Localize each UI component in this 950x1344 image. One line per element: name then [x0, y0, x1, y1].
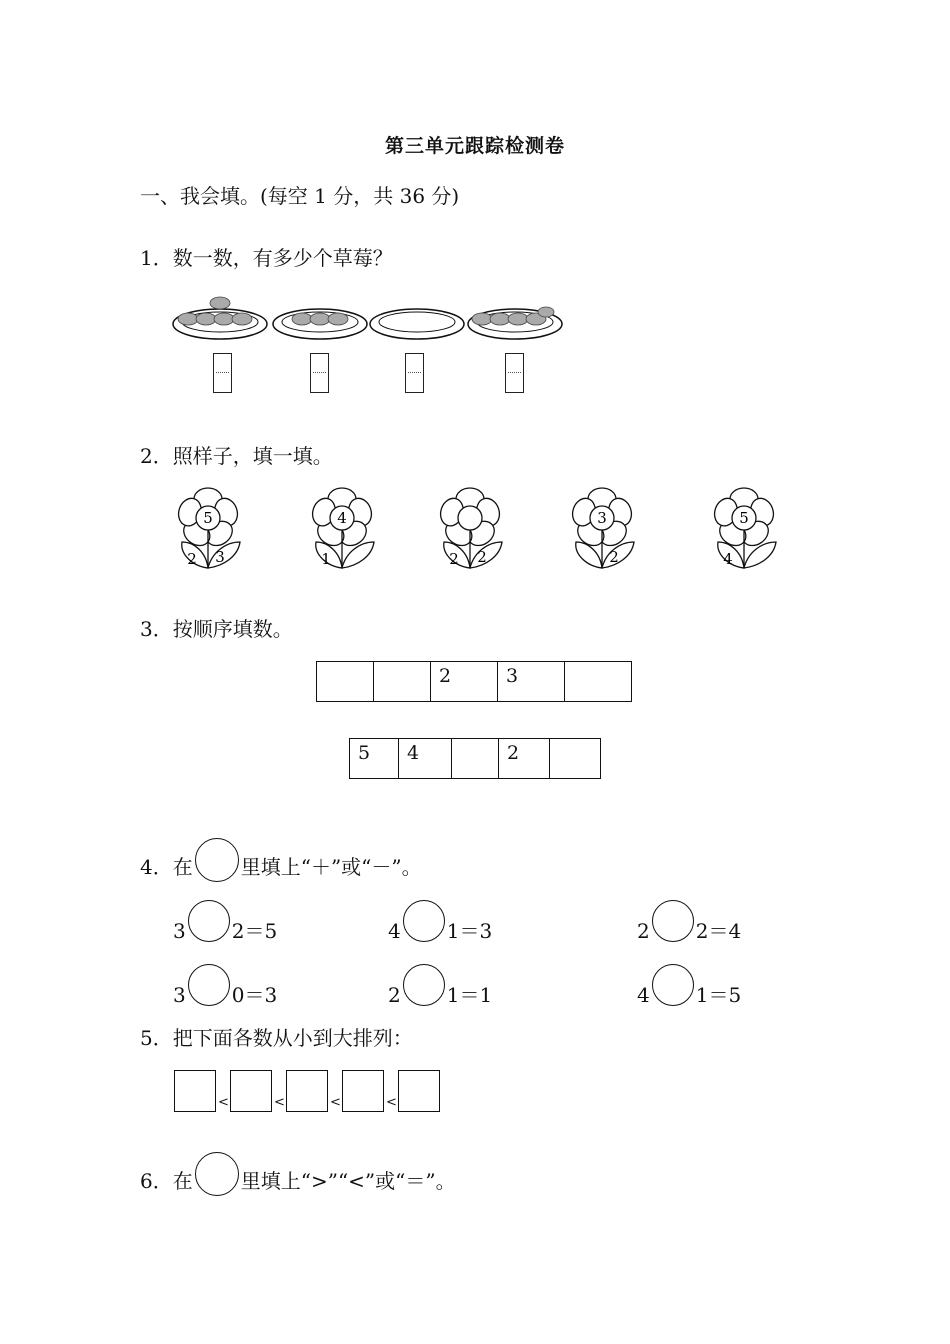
strawberry-icon — [292, 313, 348, 325]
flower-center-number: 5 — [203, 509, 213, 527]
sequence-cell[interactable] — [317, 662, 374, 702]
equation-right: 2＝5 — [231, 919, 278, 943]
sequence-cell[interactable] — [452, 739, 499, 779]
sequence-cell[interactable] — [565, 662, 632, 702]
equation-right: 1＝1 — [446, 983, 493, 1007]
question-6-suffix: 里填上“>”“<”或“＝”。 — [240, 1169, 456, 1193]
flower-figure — [566, 484, 646, 574]
equation-4 — [173, 964, 277, 1008]
equation-left: 2 — [637, 919, 650, 943]
flower-center-number: 4 — [337, 509, 347, 527]
order-box-1[interactable] — [174, 1070, 216, 1112]
flower-figure — [708, 484, 788, 574]
sequence-cell: 4 — [399, 739, 452, 779]
flower-right-leaf-number: 2 — [609, 548, 619, 566]
question-3-text: 3．按顺序填数。 — [140, 617, 293, 641]
equation-6 — [637, 964, 741, 1008]
flower-figure — [306, 484, 386, 574]
order-box-2[interactable] — [230, 1070, 272, 1112]
equation-right: 1＝5 — [695, 983, 742, 1007]
equation-5 — [388, 964, 492, 1008]
equation-2 — [388, 900, 492, 944]
operator-circle[interactable] — [188, 900, 230, 942]
equation-left: 3 — [173, 919, 186, 943]
equation-3 — [637, 900, 741, 944]
operator-circle[interactable] — [403, 900, 445, 942]
less-than-symbol: < — [274, 1095, 285, 1110]
question-4-prefix: 4．在 — [140, 855, 193, 879]
flower-left-leaf-number: 2 — [187, 550, 197, 568]
flower-figure — [434, 484, 514, 574]
plate-4 — [468, 307, 562, 339]
equation-right: 1＝3 — [446, 919, 493, 943]
sequence-cell[interactable] — [374, 662, 431, 702]
question-6-prefix: 6．在 — [140, 1169, 193, 1193]
flower-right-leaf-number: 3 — [215, 548, 225, 566]
order-box-5[interactable] — [398, 1070, 440, 1112]
question-1-text: 1．数一数，有多少个草莓？ — [140, 246, 393, 270]
section-heading: 一、我会填。(每空 1 分，共 36 分) — [140, 184, 460, 208]
answer-box-4[interactable] — [505, 353, 524, 393]
sequence-cell: 2 — [499, 739, 550, 779]
equation-left: 3 — [173, 983, 186, 1007]
question-5-text: 5．把下面各数从小到大排列： — [140, 1026, 413, 1050]
less-than-symbol: < — [218, 1095, 229, 1110]
answer-box-1[interactable] — [213, 353, 232, 393]
question-2-text: 2．照样子，填一填。 — [140, 444, 333, 468]
flower-center-number: 3 — [597, 509, 607, 527]
sequence-table-1 — [316, 661, 632, 702]
operator-circle[interactable] — [403, 964, 445, 1006]
answer-box-2[interactable] — [310, 353, 329, 393]
plate-2 — [273, 309, 367, 339]
less-than-symbol: < — [330, 1095, 341, 1110]
equation-1 — [173, 900, 277, 944]
equation-right: 0＝3 — [231, 983, 278, 1007]
equation-left: 2 — [388, 983, 401, 1007]
answer-box-3[interactable] — [405, 353, 424, 393]
flower-right-leaf-number: 2 — [477, 548, 487, 566]
circle-placeholder-icon — [195, 838, 239, 882]
sequence-table-2 — [349, 738, 601, 779]
flower-left-leaf-number: 2 — [449, 550, 459, 568]
flower-left-leaf-number: 1 — [321, 550, 331, 568]
sequence-cell: 3 — [498, 662, 565, 702]
circle-placeholder-icon — [195, 1152, 239, 1196]
order-box-4[interactable] — [342, 1070, 384, 1112]
equation-right: 2＝4 — [695, 919, 742, 943]
page-title: 第三单元跟踪检测卷 — [384, 135, 565, 157]
question-6-text — [140, 1152, 456, 1196]
operator-circle[interactable] — [652, 964, 694, 1006]
question-4-text — [140, 838, 422, 882]
flower-figure — [172, 484, 252, 574]
operator-circle[interactable] — [652, 900, 694, 942]
strawberry-plates-illustration — [170, 288, 570, 348]
operator-circle[interactable] — [188, 964, 230, 1006]
less-than-symbol: < — [386, 1095, 397, 1110]
sequence-cell[interactable] — [550, 739, 601, 779]
flower-center-number: 5 — [739, 509, 749, 527]
flower-left-leaf-number: 4 — [723, 550, 733, 568]
plate-3 — [370, 309, 464, 339]
equation-left: 4 — [637, 983, 650, 1007]
order-box-3[interactable] — [286, 1070, 328, 1112]
plate-1 — [173, 297, 267, 339]
sequence-cell: 2 — [431, 662, 498, 702]
sequence-cell: 5 — [350, 739, 399, 779]
question-4-suffix: 里填上“＋”或“－”。 — [240, 855, 422, 879]
equation-left: 4 — [388, 919, 401, 943]
